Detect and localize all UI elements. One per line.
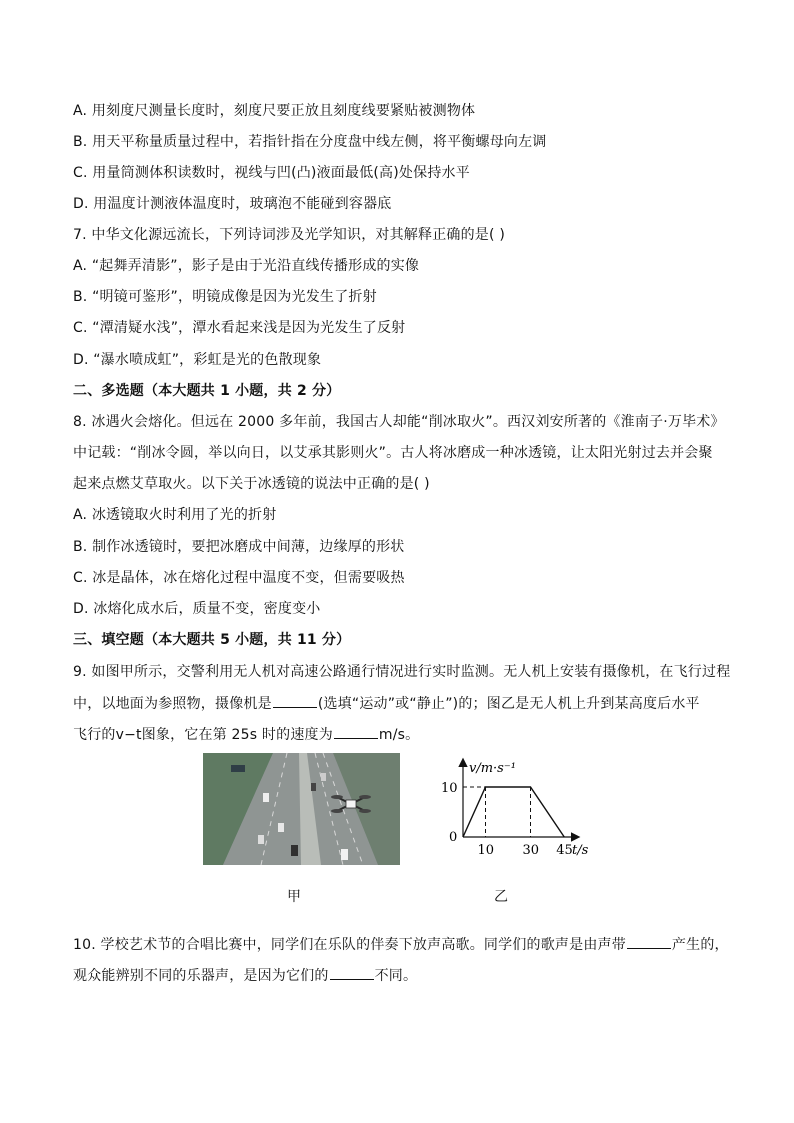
y-tick-label: 10 (441, 781, 458, 796)
answer-blank-timbre[interactable] (330, 966, 374, 980)
question-9-text: (选填“运动”或“静止”)的；图乙是无人机上升到某高度后水平 (317, 696, 700, 712)
question-9-line2 (73, 694, 700, 714)
velocity-series-line (463, 787, 564, 837)
option-8d: D. 冰熔化成水后，质量不变，密度变小 (73, 601, 321, 617)
x-tick-label: 45 (556, 843, 573, 858)
option-6a: A. 用刻度尺测量长度时，刻度尺要正放且刻度线要紧贴被测物体 (73, 103, 476, 119)
option-7d: D. “瀑水喷成虹”，彩虹是光的色散现象 (73, 352, 322, 368)
option-8c: C. 冰是晶体，冰在熔化过程中温度不变，但需要吸热 (73, 570, 405, 586)
figure-caption-b: 乙 (494, 889, 508, 905)
question-8-line1: 8. 冰遇火会熔化。但远在 2000 多年前，我国古人却能“削冰取火”。西汉刘安所著的《淮南子·万毕术》 (73, 414, 725, 430)
option-7c: C. “潭清疑水浅”，潭水看起来浅是因为光发生了反射 (73, 320, 406, 336)
velocity-time-chart (430, 755, 610, 865)
option-7a: A. “起舞弄清影”，影子是由于光沿直线传播形成的实像 (73, 258, 420, 274)
x-tick-label: 30 (522, 843, 540, 858)
option-8b: B. 制作冰透镜时，要把冰磨成中间薄，边缘厚的形状 (73, 539, 405, 555)
option-7b: B. “明镜可鉴形”，明镜成像是因为光发生了折射 (73, 289, 377, 305)
question-9-text: 飞行的v−t图象，它在第 25s 时的速度为 (73, 727, 333, 743)
figure-caption-a: 甲 (287, 889, 301, 905)
question-9-text: 中，以地面为参照物，摄像机是 (73, 696, 272, 712)
x-tick-label: 10 (477, 843, 495, 858)
answer-blank-vibration[interactable] (627, 935, 671, 949)
question-9-text: m/s。 (378, 727, 420, 743)
option-6c: C. 用量筒测体积读数时，视线与凹(凸)液面最低(高)处保持水平 (73, 165, 470, 181)
question-10-text: 10. 学校艺术节的合唱比赛中，同学们在乐队的伴奏下放声高歌。同学们的歌声是由声带 (73, 937, 626, 953)
option-6b: B. 用天平称量质量过程中，若指针指在分度盘中线左侧，将平衡螺母向左调 (73, 134, 547, 150)
y-axis-label: v/m·s⁻¹ (469, 761, 516, 776)
question-10-text: 不同。 (374, 968, 418, 984)
x-axis-label: t/s (572, 843, 589, 858)
answer-blank-speed[interactable] (334, 725, 378, 739)
question-9-line3 (73, 725, 419, 745)
question-10-text: 观众能辨别不同的乐器声，是因为它们的 (73, 968, 329, 984)
question-7: 7. 中华文化源远流长，下列诗词涉及光学知识，对其解释正确的是( ) (73, 227, 505, 243)
question-10-line2 (73, 966, 417, 986)
question-9-line1: 9. 如图甲所示，交警利用无人机对高速公路通行情况进行实时监测。无人机上安装有摄像机，在飞行过程 (73, 664, 731, 680)
section-multi-choice: 二、多选题（本大题共 1 小题，共 2 分） (73, 383, 341, 399)
highway-drone-photo (203, 753, 400, 865)
option-6d: D. 用温度计测液体温度时，玻璃泡不能碰到容器底 (73, 196, 392, 212)
option-8a: A. 冰透镜取火时利用了光的折射 (73, 507, 277, 523)
origin-label: 0 (449, 830, 458, 845)
question-10-line1 (73, 935, 729, 955)
question-8-line2: 中记载：“削冰令圆，举以向日，以艾承其影则火”。古人将冰磨成一种冰透镜，让太阳光射过去并会聚 (73, 445, 713, 461)
answer-blank-motion[interactable] (273, 694, 317, 708)
section-fill-blank: 三、填空题（本大题共 5 小题，共 11 分） (73, 632, 351, 648)
question-8-line3: 起来点燃艾草取火。以下关于冰透镜的说法中正确的是( ) (73, 476, 430, 492)
question-10-text: 产生的， (671, 937, 729, 953)
